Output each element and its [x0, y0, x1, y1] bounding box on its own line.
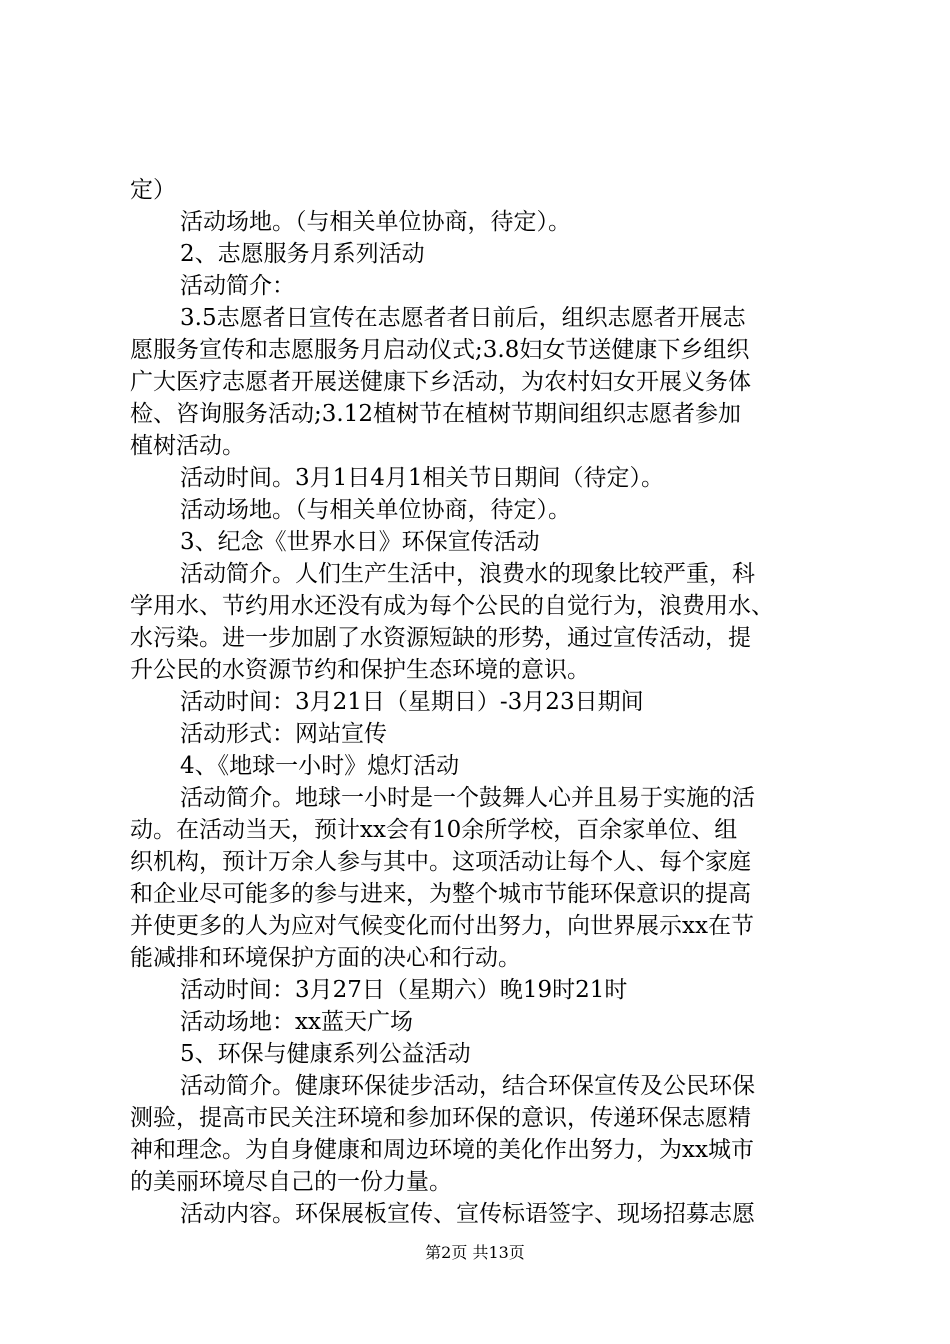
text-line: 活动内容。环保展板宣传、宣传标语签字、现场招募志愿	[180, 1201, 755, 1227]
text-line: 活动时间：3月21日（星期日）-3月23日期间	[180, 689, 644, 715]
text-line: 3、纪念《世界水日》环保宣传活动	[180, 529, 540, 555]
text-line: 活动场地。（与相关单位协商，待定）。	[180, 497, 571, 523]
text-line: 2、志愿服务月系列活动	[180, 241, 425, 267]
text-line: 的美丽环境尽自己的一份力量。	[130, 1169, 452, 1195]
text-line: 检、咨询服务活动;3.12植树节在植树节期间组织志愿者参加	[130, 401, 741, 427]
text-line: 4、《地球一小时》熄灯活动	[180, 753, 460, 779]
text-line: 活动形式：网站宣传	[180, 721, 387, 747]
text-line: 活动场地：xx蓝天广场	[180, 1009, 413, 1035]
page-footer: 第2页 共13页	[425, 1243, 525, 1262]
text-line: 植树活动。	[130, 433, 245, 459]
text-line: 活动简介。人们生产生活中，浪费水的现象比较严重，科	[180, 561, 755, 587]
text-line: 学用水、节约用水还没有成为每个公民的自觉行为，浪费用水、	[130, 593, 774, 619]
text-line: 并使更多的人为应对气候变化而付出努力，向世界展示xx在节	[130, 913, 754, 939]
text-line: 定）	[130, 177, 176, 203]
document-body	[130, 174, 830, 1230]
text-line: 5、环保与健康系列公益活动	[180, 1041, 471, 1067]
text-line: 神和理念。为自身健康和周边环境的美化作出努力，为xx城市	[130, 1137, 754, 1163]
text-line: 升公民的水资源节约和保护生态环境的意识。	[130, 657, 590, 683]
text-line: 活动时间。3月1日4月1相关节日期间（待定）。	[180, 465, 665, 491]
text-line: 水污染。进一步加剧了水资源短缺的形势，通过宣传活动，提	[130, 625, 751, 651]
text-line: 广大医疗志愿者开展送健康下乡活动，为农村妇女开展义务体	[130, 369, 751, 395]
text-line: 活动简介：	[180, 273, 295, 299]
text-line: 活动简介。地球一小时是一个鼓舞人心并且易于实施的活	[180, 785, 755, 811]
text-line: 能减排和环境保护方面的决心和行动。	[130, 945, 521, 971]
text-line: 3.5志愿者日宣传在志愿者者日前后，组织志愿者开展志	[180, 305, 746, 331]
text-line: 愿服务宣传和志愿服务月启动仪式;3.8妇女节送健康下乡组织	[130, 337, 750, 363]
text-line: 活动简介。健康环保徒步活动，结合环保宣传及公民环保	[180, 1073, 755, 1099]
text-line: 测验，提高市民关注环境和参加环保的意识，传递环保志愿精	[130, 1105, 751, 1131]
text-line: 动。在活动当天，预计xx会有10余所学校，百余家单位、组	[130, 817, 738, 843]
text-line: 织机构，预计万余人参与其中。这项活动让每个人、每个家庭	[130, 849, 751, 875]
text-line: 活动场地。（与相关单位协商，待定）。	[180, 209, 571, 235]
text-line: 活动时间：3月27日（星期六）晚19时21时	[180, 977, 628, 1003]
text-line: 和企业尽可能多的参与进来，为整个城市节能环保意识的提高	[130, 881, 751, 907]
